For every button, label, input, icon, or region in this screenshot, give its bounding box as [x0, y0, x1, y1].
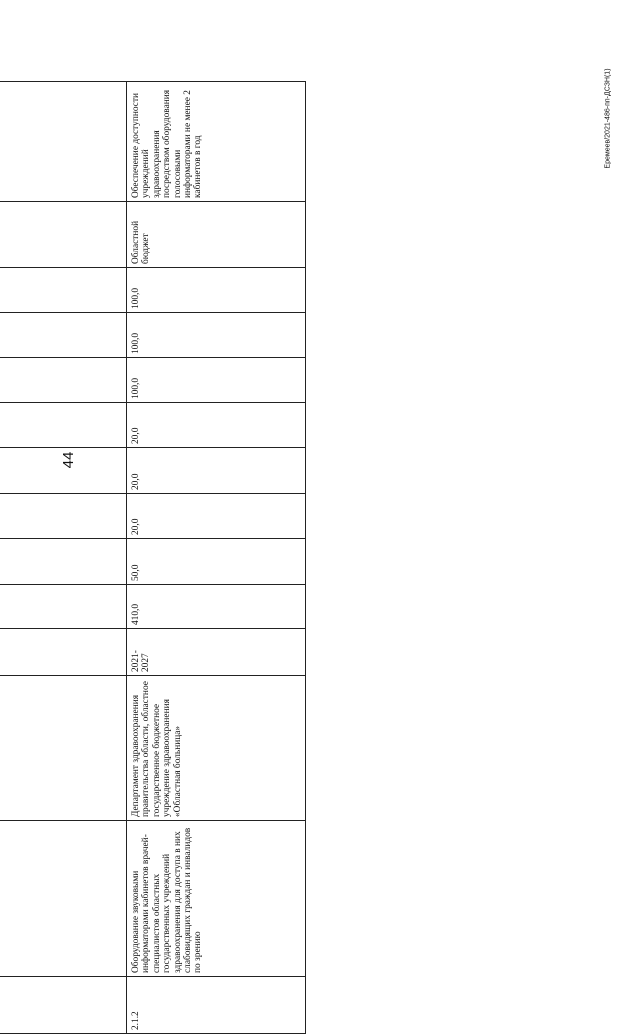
funding-year-2022	[0, 494, 127, 539]
funding-year-2021: 50,0	[127, 539, 306, 585]
table-row	[0, 82, 127, 1034]
funding-year-2026: 100,0	[127, 313, 306, 358]
row-number: 2.1.2	[127, 977, 306, 1034]
funding-year-2026	[0, 313, 127, 358]
funding-year-2025	[0, 358, 127, 403]
funding-year-2024: 20,0	[127, 403, 306, 448]
executor	[0, 676, 127, 821]
funding-year-2024	[0, 403, 127, 448]
funding-year-2022: 20,0	[127, 494, 306, 539]
funding-source: Областной бюджет	[127, 202, 306, 268]
funding-year-2027: 100,0	[127, 268, 306, 313]
table-row	[127, 82, 306, 1034]
expected-result	[0, 82, 127, 202]
implementation-period: 2021-2027	[127, 629, 306, 676]
row-number	[0, 977, 127, 1034]
event-name: Оборудование звуковыми информаторами кабинетов врачей-специалистов областных государственных учреждений здравоохранения для доступа в них слабовидящих граждан и инвалидов по зрению	[127, 821, 306, 977]
funding-year-2025: 100,0	[127, 358, 306, 403]
funding-year-2021	[0, 539, 127, 585]
funding-year-2023: 20,0	[127, 448, 306, 494]
page-number: 44	[60, 451, 77, 469]
event-name	[0, 821, 127, 977]
funding-total: 410,0	[127, 585, 306, 629]
expected-result: Обеспечение доступности учреждений здравоохранения посредством оборудования голосовыми информаторами не менее 2 кабинетов в год	[127, 82, 306, 202]
implementation-period	[0, 629, 127, 676]
funding-source	[0, 202, 127, 268]
document-code: Еремеев/2021-486-пп-ДСЗН(1)	[604, 68, 612, 169]
funding-year-2023	[0, 448, 127, 494]
program-activities-table	[0, 81, 306, 1034]
funding-total	[0, 585, 127, 629]
executor: Департамент здравоохранения правительства области, областное государственное бюджетное учреждение здравоохранения «Областная больница»	[127, 676, 306, 821]
funding-year-2027	[0, 268, 127, 313]
